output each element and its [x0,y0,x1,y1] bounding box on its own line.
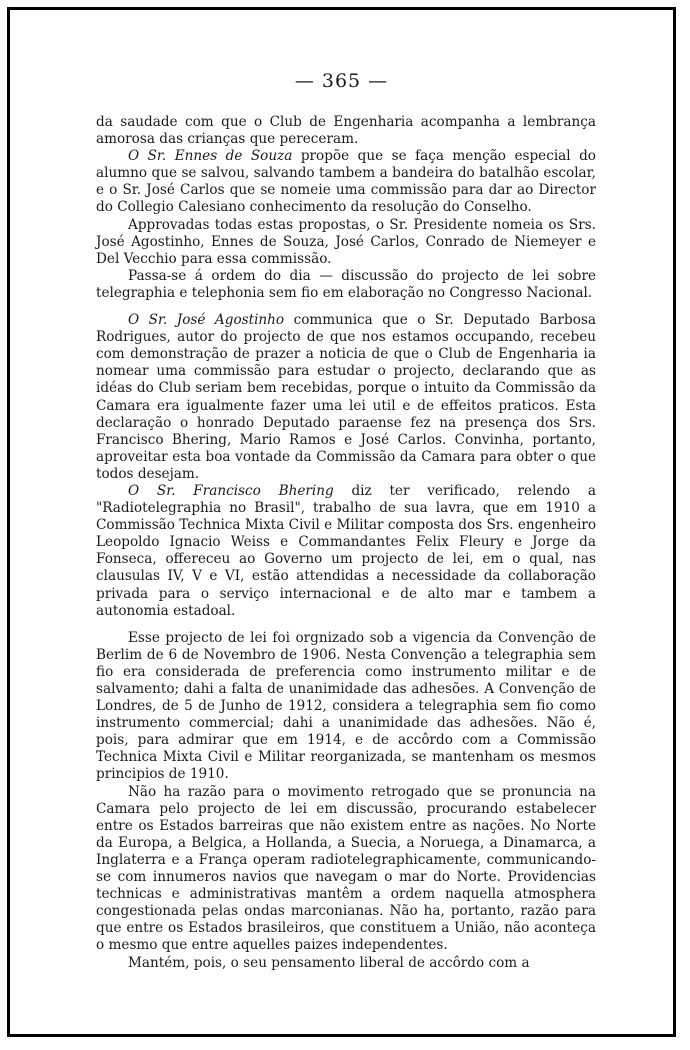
paragraph-6 [96,483,596,620]
paragraph-9 [96,955,596,972]
paragraph-text: propõe que se faça menção especial do alumno que se salvou, salvando tambem a bandeira do batalhão escolar, e o Sr. José Carlos que se nomeie uma commissão para dar ao Director do Collegio Calesiano conhecimento da resolução do Conselho. [96,148,596,216]
paragraph-text: Não ha razão para o movimento retrogado que se pronuncia na Camara pelo projecto de lei em discussão, procurando estabelecer entre os Estados barreiras que não existem entre as nações. No Norte da Europa, a Belgica, a Hollanda, a Suecia, a Noruega, a Dinamarca, a Inglaterra e a França operam radiotelegraphicamente, communicando-se com innumeros navios que navegam o mar do Norte. Providencias technicas e administrativas mantêm a ordem naquella atmosphera congestionada pelas ondas marconianas. Não ha, portanto, razão para que entre os Estados brasileiros, que constituem a União, não aconteça o mesmo que entre aquelles paizes independentes. [96,783,596,954]
paragraph-text: Approvadas todas estas propostas, o Sr. Presidente nomeia os Srs. José Agostinho, Ennes de Souza, José Carlos, Conrado de Niemeyer e Del Vecchio para essa commissão. [96,216,596,267]
paragraph-7 [96,630,596,784]
paragraph-8 [96,784,596,955]
paragraph-text: Esse projecto de lei foi orgnizado sob a vigencia da Convenção de Berlim de 6 de Novembro de 1906. Nesta Convenção a telegraphia sem fio era considerada de preferencia como instrumento militar e de salvamento; dahi a falta de unanimidade das adhesões. A Convenção de Londres, de 5 de Junho de 1912, considera a telegraphia sem fio como instrumento commercial; dahi a unanimidade das adhesões. Não é, pois, para admirar que em 1914, e de accôrdo com a Commissão Technica Mixta Civil e Militar reorganizada, se mantenham os mesmos principios de 1910. [96,629,596,783]
paragraph-4 [96,268,596,302]
paragraph-text: diz ter verificado, relendo a "Radiotelegraphia no Brasil", trabalho de sua lavra, que em 1910 a Commissão Technica Mixta Civil e Militar composta dos Srs. engenheiro Leopoldo Ignacio Weiss e Commandantes Felix Fleury e Jorge da Fonseca, offereceu ao Governo um projecto de lei, em o qual, nas clausulas IV, V e VI, estão attendidas a necessidade da collaboração privada para o serviço internacional e de alto mar e tambem a autonomia estadoal. [96,482,597,619]
paragraph-text: communica que o Sr. Deputado Barbosa Rodrigues, autor do projecto de que nos estamos occupando, recebeu com demonstração de prazer a noticia de que o Club de Engenharia ia nomear uma commissão para estudar o projecto, declarando que as idéas do Club seriam bem recebidas, porque o intuito da Commissão da Camara era igualmente fazer uma lei util e de effeitos praticos. Esta declaração o honrado Deputado paraense fez na presença dos Srs. Francisco Bhering, Mario Ramos e José Carlos. Convinha, portanto, aproveitar esta boa vontade da Commissão da Camara para obter o que todos desejam. [96,312,596,482]
page-frame [7,7,676,1037]
paragraph-text: Passa-se á ordem do dia — discussão do projecto de lei sobre telegraphia e telephonia sem fio em elaboração no Congresso Nacional. [96,267,596,301]
paragraph-text: Mantém, pois, o seu pensamento liberal de accôrdo com a [128,954,530,971]
speaker-name: O Sr. Francisco Bhering [128,482,334,499]
paragraph-2 [96,148,596,216]
paragraph-3 [96,217,596,268]
speaker-name: O Sr. Ennes de Souza [128,148,293,165]
paragraph-text: da saudade com que o Club de Engenharia acompanha a lembrança amorosa das crianças que pereceram. [96,114,596,148]
body-text [96,114,596,972]
speaker-name: O Sr. José Agostinho [128,312,285,329]
paragraph-5 [96,312,596,483]
page-number: — 365 — [294,70,389,92]
paragraph-1 [96,114,596,148]
